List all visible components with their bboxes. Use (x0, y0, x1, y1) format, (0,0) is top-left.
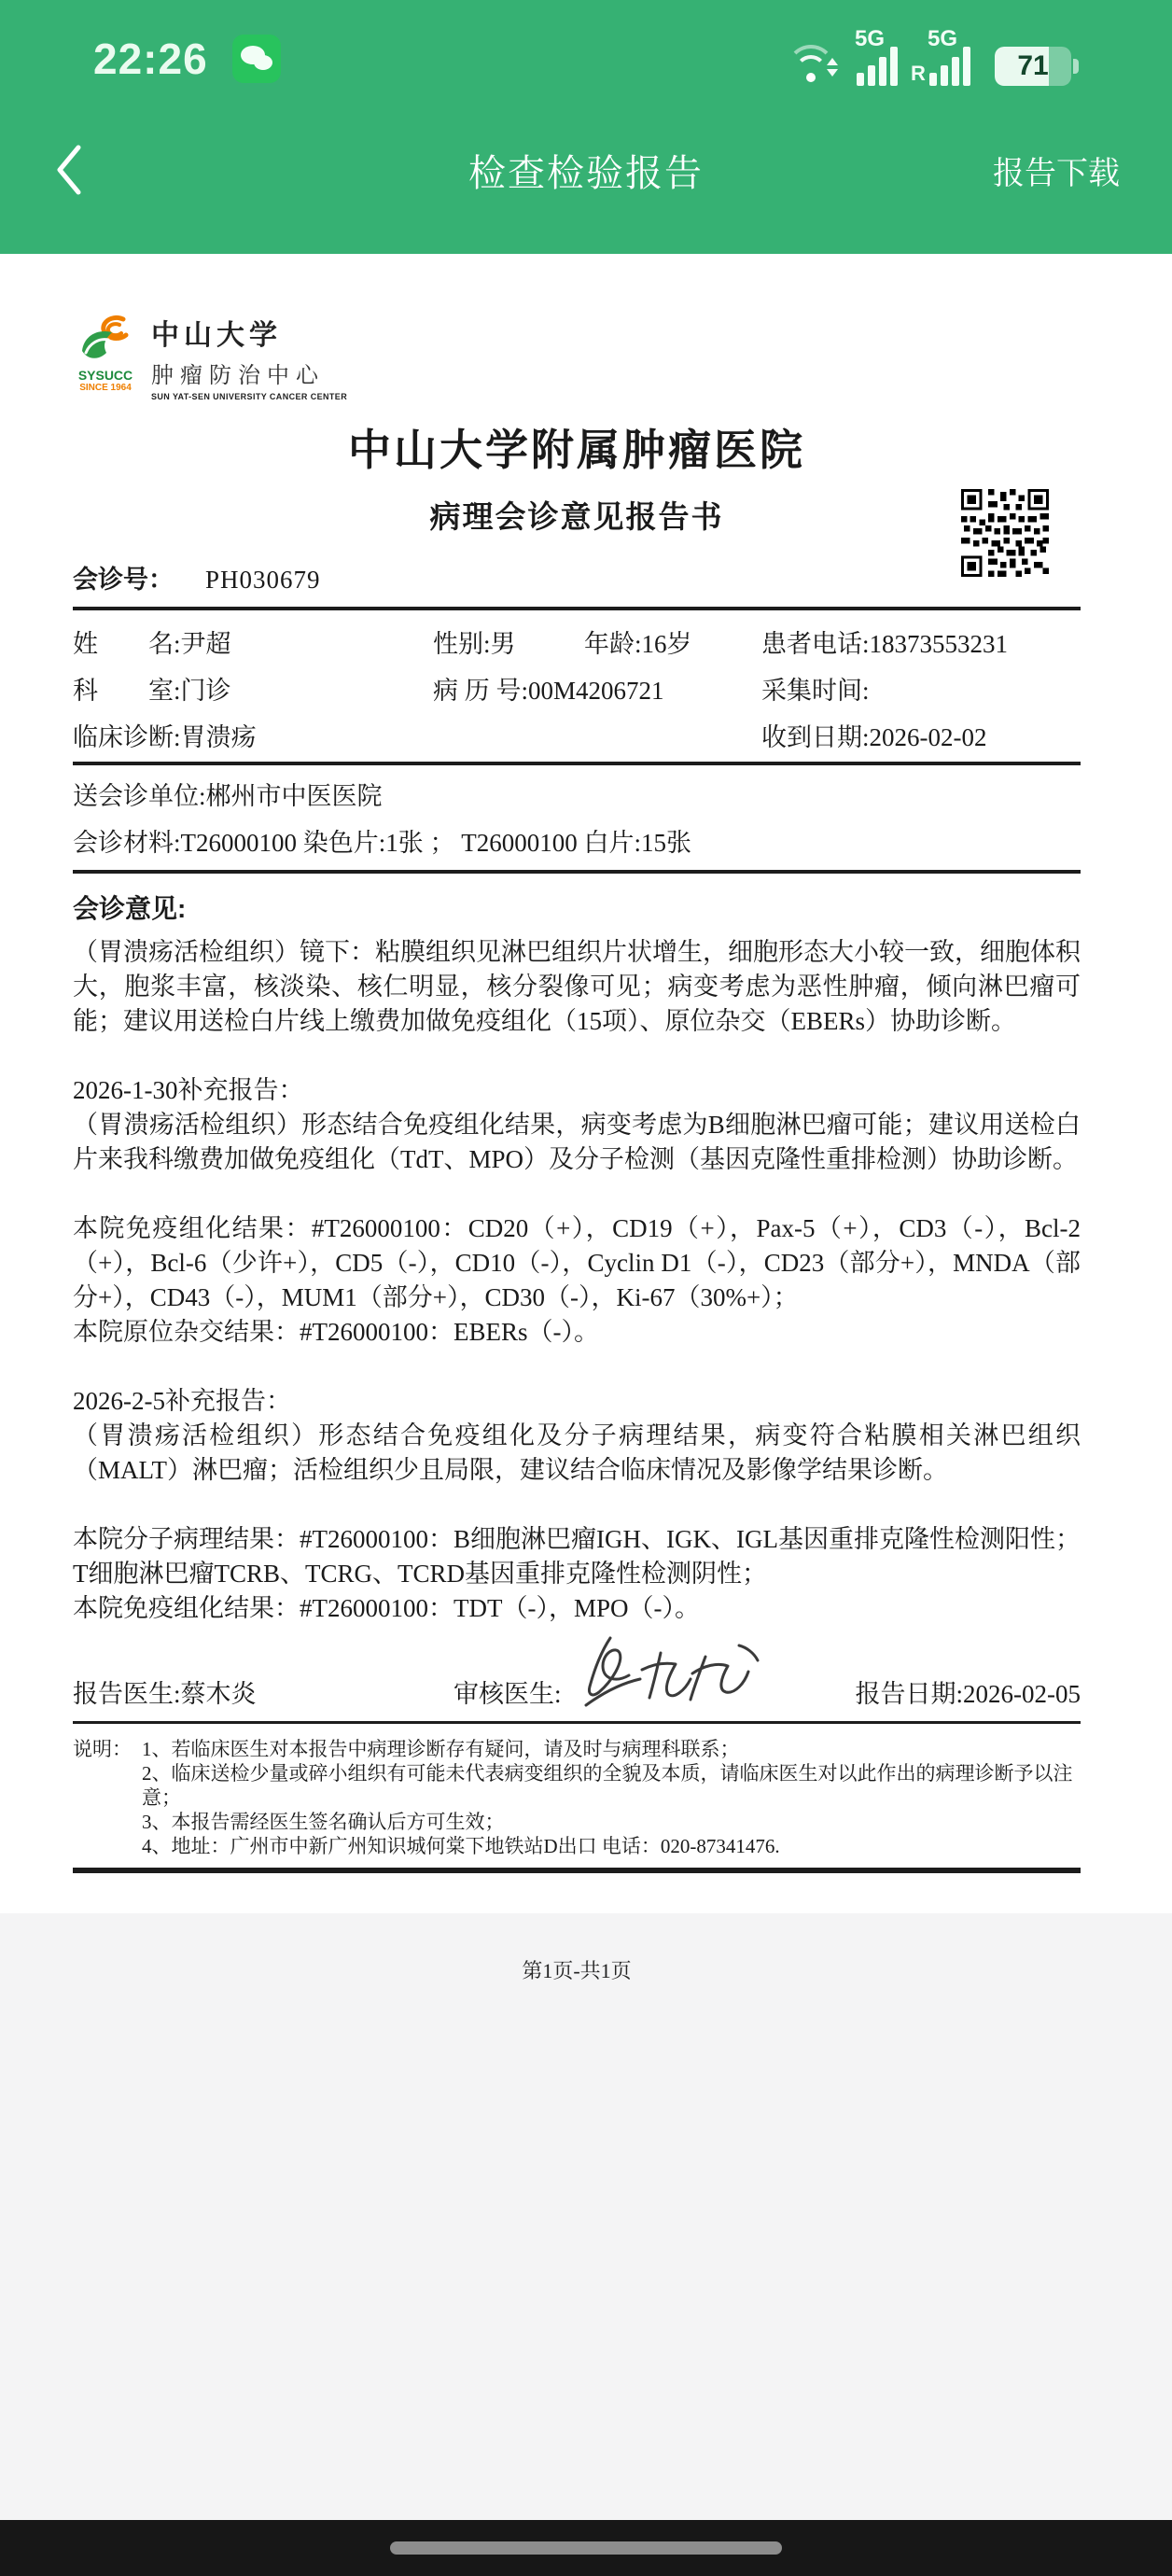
opinion-paragraph: （胃溃疡活检组织）形态结合免疫组化及分子病理结果，病变符合粘膜相关淋巴组织（MALT）淋巴瘤；活检组织少且局限，建议结合临床情况及影像学结果诊断。 (73, 1421, 1081, 1484)
status-bar (0, 0, 1172, 105)
notes-label: 说明： (73, 1738, 132, 1760)
battery-percent: 71 (1017, 50, 1049, 81)
opinion-paragraph: （胃溃疡活检组织）镜下：粘膜组织见淋巴组织片状增生，细胞形态大小较一致，细胞体积大，胞浆丰富，核淡染、核仁明显，核分裂像可见；病变考虑为恶性肿瘤，倾向淋巴瘤可能；建议用送检白片线上缴费加做免疫组化（15项）、原位杂交（EBERs）协助诊断。 (73, 938, 1081, 1035)
patient-row-1 (73, 618, 1081, 665)
note-line: 1、若临床医生对本报告中病理诊断存有疑问，请及时与病理科联系； (142, 1738, 740, 1760)
opinion-body (73, 935, 1081, 1626)
opinion-paragraph: 2026-2-5补充报告： (73, 1387, 291, 1415)
sysucc-logo-icon (77, 312, 134, 366)
name-label: 姓 名: (73, 629, 181, 658)
report-download-button[interactable]: 报告下载 (993, 155, 1120, 191)
received-date-label: 收到日期: (761, 722, 870, 751)
signature-image (575, 1625, 771, 1715)
note-line: 2、临床送检少量或碎小组织有可能未代表病变组织的全貌及本质，请临床医生对以此作出的病理诊断予以注意； (142, 1762, 1073, 1809)
chat-bubble-icon (254, 55, 272, 70)
wechat-icon (232, 35, 281, 83)
opinion-paragraph: （胃溃疡活检组织）形态结合免疫组化结果，病变考虑为B细胞淋巴瘤可能；建议用送检白片来我科缴费加做免疫组化（TdT、MPO）及分子检测（基因克隆性重排检测）协助诊断。 (73, 1111, 1081, 1173)
logo-center-name: 肿瘤防治中心 (151, 363, 325, 388)
signal-5g-roaming-icon: R 5G (929, 32, 970, 86)
patient-row-3 (73, 711, 1081, 758)
logo-acronym: SYSUCC (77, 368, 133, 383)
patient-age: 16岁 (641, 629, 692, 658)
wifi-icon (784, 45, 838, 86)
record-number-label: 病 历 号: (433, 676, 529, 705)
notes-section (73, 1737, 1081, 1858)
signal-5g-icon: 5G (857, 32, 898, 86)
referral-row (73, 780, 1081, 812)
note-line: 4、地址：广州市中新广州知识城何棠下地铁站D出口 电话：020-87341476. (142, 1835, 780, 1857)
patient-department: 门诊 (180, 676, 231, 705)
review-doctor-label: 审核医生: (453, 1679, 562, 1708)
note-line: 3、本报告需经医生签名确认后方可生效； (142, 1811, 505, 1833)
phone-label: 患者电话: (761, 629, 870, 658)
department-label: 科 室: (73, 676, 181, 705)
materials-label: 会诊材料: (73, 829, 181, 857)
referral-label: 送会诊单位: (73, 782, 206, 810)
patient-phone: 18373553231 (869, 629, 1009, 658)
hospital-logo (73, 254, 371, 401)
age-label: 年龄: (584, 629, 642, 658)
divider (73, 1868, 1081, 1873)
battery-icon (995, 47, 1071, 86)
report-date: 2026-02-05 (963, 1679, 1081, 1708)
collect-time-label: 采集时间: (761, 676, 870, 705)
opinion-paragraph: 本院分子病理结果：#T26000100：B细胞淋巴瘤IGH、IGK、IGL基因重排克隆性检测阳性；T细胞淋巴瘤TCRB、TCRG、TCRD基因重排克隆性检测阴性； (73, 1525, 1081, 1588)
logo-university-name: 中山大学 (151, 320, 282, 351)
app-header (0, 0, 1172, 254)
consultation-number-value: PH030679 (205, 566, 321, 594)
report-document (0, 254, 1172, 1982)
materials-row (73, 827, 1081, 859)
opinion-paragraph: 本院原位杂交结果：#T26000100：EBERs（-）。 (73, 1318, 599, 1346)
divider (73, 762, 1081, 765)
clock: 22:26 (93, 35, 208, 83)
consultation-number-label: 会诊号： (73, 566, 174, 594)
patient-gender: 男 (490, 629, 516, 658)
consultation-number-row (73, 559, 1081, 595)
qr-code (961, 489, 1049, 577)
status-icons (784, 26, 1079, 86)
patient-info (73, 610, 1081, 758)
empty-background (0, 1913, 1172, 2520)
opinion-paragraph: 2026-1-30补充报告： (73, 1076, 304, 1104)
logo-english-name: SUN YAT-SEN UNIVERSITY CANCER CENTER (151, 392, 348, 401)
logo-since: SINCE 1964 (79, 383, 132, 393)
record-number: 00M4206721 (528, 676, 664, 705)
diagnosis-label: 临床诊断: (73, 722, 181, 751)
opinion-section-label: 会诊意见: (73, 894, 187, 923)
materials-value: T26000100 染色片:1张 ； T26000100 白片:15张 (180, 829, 692, 857)
patient-name: 尹超 (180, 629, 231, 658)
report-date-label: 报告日期: (855, 1679, 964, 1708)
received-date: 2026-02-02 (869, 722, 987, 751)
divider (73, 870, 1081, 874)
report-doctor-name: 蔡木炎 (180, 1679, 257, 1708)
opinion-paragraph: 本院免疫组化结果：#T26000100：TDT（-），MPO（-）。 (73, 1594, 700, 1622)
page-number: 第1页-共1页 (522, 1959, 632, 1982)
hospital-title: 中山大学附属肿瘤医院 (348, 427, 805, 474)
report-doctor-label: 报告医生: (73, 1679, 181, 1708)
gender-label: 性别: (433, 629, 491, 658)
home-indicator[interactable] (390, 2541, 782, 2555)
clinical-diagnosis: 胃溃疡 (180, 722, 257, 751)
document-title: 病理会诊意见报告书 (429, 499, 724, 534)
system-navigation-bar (0, 2520, 1172, 2576)
page-title: 检查检验报告 (468, 152, 704, 194)
nav-bar (0, 105, 1172, 254)
divider (73, 1721, 1081, 1724)
opinion-paragraph: 本院免疫组化结果：#T26000100：CD20（+），CD19（+），Pax-5（+），CD3（-），Bcl-2（+），Bcl-6（少许+），CD5（-），CD10（-），Cyclin D1（-），CD23（部分+），MNDA（部分+），CD43（-），MUM1（部分+），CD30（-），Ki-67（30%+）； (73, 1214, 1081, 1311)
referral-hospital: 郴州市中医医院 (205, 782, 383, 810)
doctor-signature-row (73, 1663, 1081, 1719)
patient-row-2 (73, 665, 1081, 711)
